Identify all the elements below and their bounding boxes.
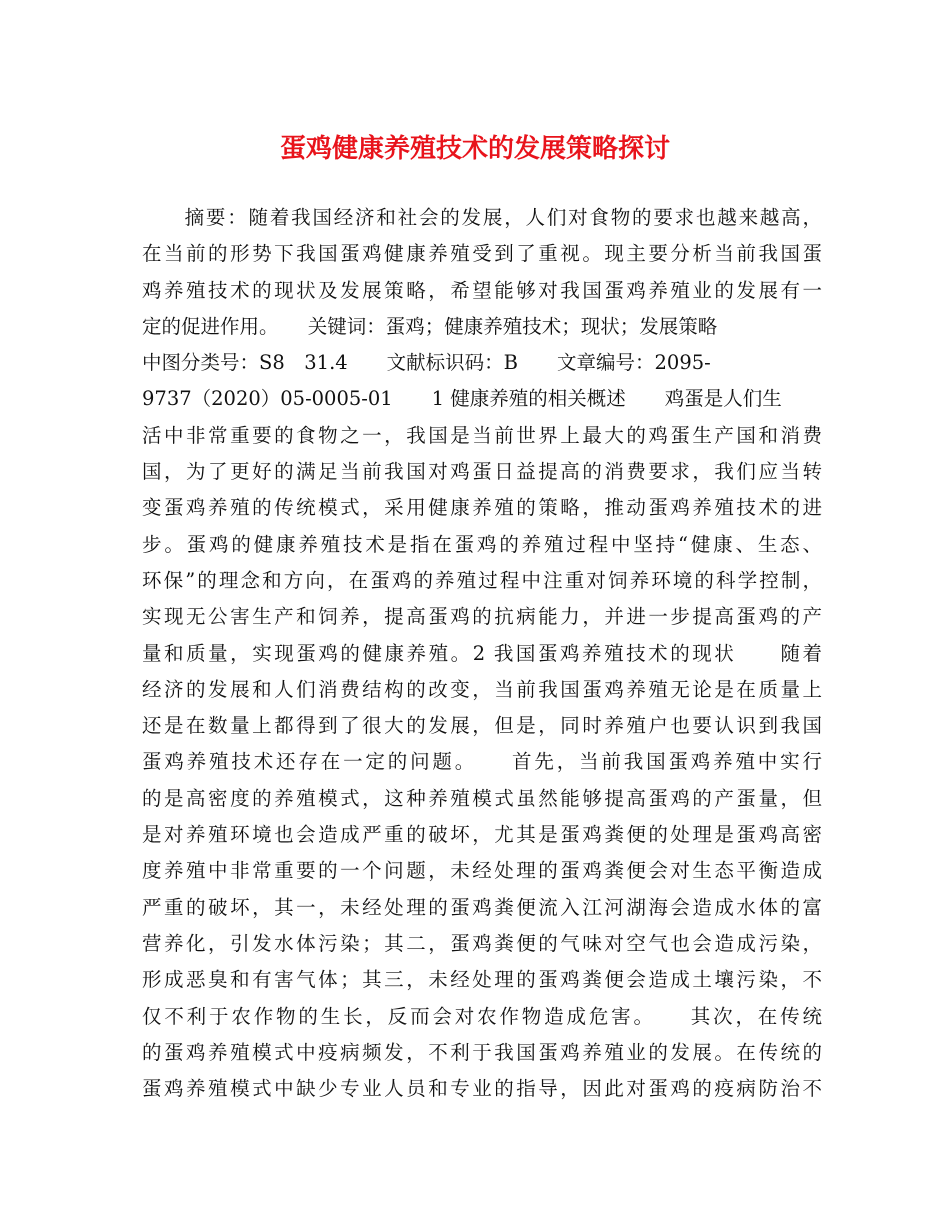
body-text-line: 中图分类号：S8 31.4 文献标识码：B 文章编号：2095- [142, 351, 711, 375]
body-text-line: 鸡养殖技术的现状及发展策略，希望能够对我国蛋鸡养殖业的发展有一 [142, 278, 822, 302]
body-text-line: 9737（2020）05-0005-01 1 健康养殖的相关概述 鸡蛋是人们生 [142, 387, 782, 411]
document-title: 蛋鸡健康养殖技术的发展策略探讨 [279, 134, 670, 164]
article-body [142, 200, 822, 1107]
body-text-line: 变蛋鸡养殖的传统模式，采用健康养殖的策略，推动蛋鸡养殖技术的进 [142, 496, 822, 520]
body-text-line: 经济的发展和人们消费结构的改变，当前我国蛋鸡养殖无论是在质量上 [142, 677, 822, 701]
body-text-line: 的蛋鸡养殖模式中疫病频发，不利于我国蛋鸡养殖业的发展。在传统的 [142, 1040, 822, 1064]
body-text-line: 度养殖中非常重要的一个问题，未经处理的蛋鸡粪便会对生态平衡造成 [142, 859, 822, 883]
body-text-line: 形成恶臭和有害气体；其三，未经处理的蛋鸡粪便会造成土壤污染，不 [142, 968, 822, 992]
body-text-line: 蛋鸡养殖模式中缺少专业人员和专业的指导，因此对蛋鸡的疫病防治不 [142, 1077, 822, 1101]
body-text-line: 定的促进作用。 关键词：蛋鸡；健康养殖技术；现状；发展策略 [142, 314, 757, 338]
body-text-line: 是对养殖环境也会造成严重的破坏，尤其是蛋鸡粪便的处理是蛋鸡高密 [142, 823, 822, 847]
body-text-line: 营养化，引发水体污染；其二，蛋鸡粪便的气味对空气也会造成污染， [142, 931, 822, 955]
body-text-line: 仅不利于农作物的生长，反而会对农作物造成危害。 其次，在传统 [142, 1004, 822, 1028]
body-text-line: 活中非常重要的食物之一，我国是当前世界上最大的鸡蛋生产国和消费 [142, 423, 822, 447]
body-text-line: 严重的破坏，其一，未经处理的蛋鸡粪便流入江河湖海会造成水体的富 [142, 895, 822, 919]
body-text-line: 蛋鸡养殖技术还存在一定的问题。 首先，当前我国蛋鸡养殖中实行 [142, 750, 822, 774]
body-text-line: 步。蛋鸡的健康养殖技术是指在蛋鸡的养殖过程中坚持“健康、生态、 [142, 532, 822, 556]
body-text-line: 实现无公害生产和饲养，提高蛋鸡的抗病能力，并进一步提高蛋鸡的产 [142, 605, 822, 629]
body-text-line: 在当前的形势下我国蛋鸡健康养殖受到了重视。现主要分析当前我国蛋 [142, 242, 822, 266]
body-text-line: 环保”的理念和方向，在蛋鸡的养殖过程中注重对饲养环境的科学控制， [142, 568, 822, 592]
body-text-line: 摘要：随着我国经济和社会的发展，人们对食物的要求也越来越高， [142, 206, 822, 229]
body-text-line: 还是在数量上都得到了很大的发展，但是，同时养殖户也要认识到我国 [142, 714, 822, 738]
body-text-line: 的是高密度的养殖模式，这种养殖模式虽然能够提高蛋鸡的产蛋量，但 [142, 786, 822, 810]
body-text-line: 量和质量，实现蛋鸡的健康养殖。2 我国蛋鸡养殖技术的现状 随着 [142, 641, 822, 665]
body-text-line: 国，为了更好的满足当前我国对鸡蛋日益提高的消费要求，我们应当转 [142, 460, 822, 484]
